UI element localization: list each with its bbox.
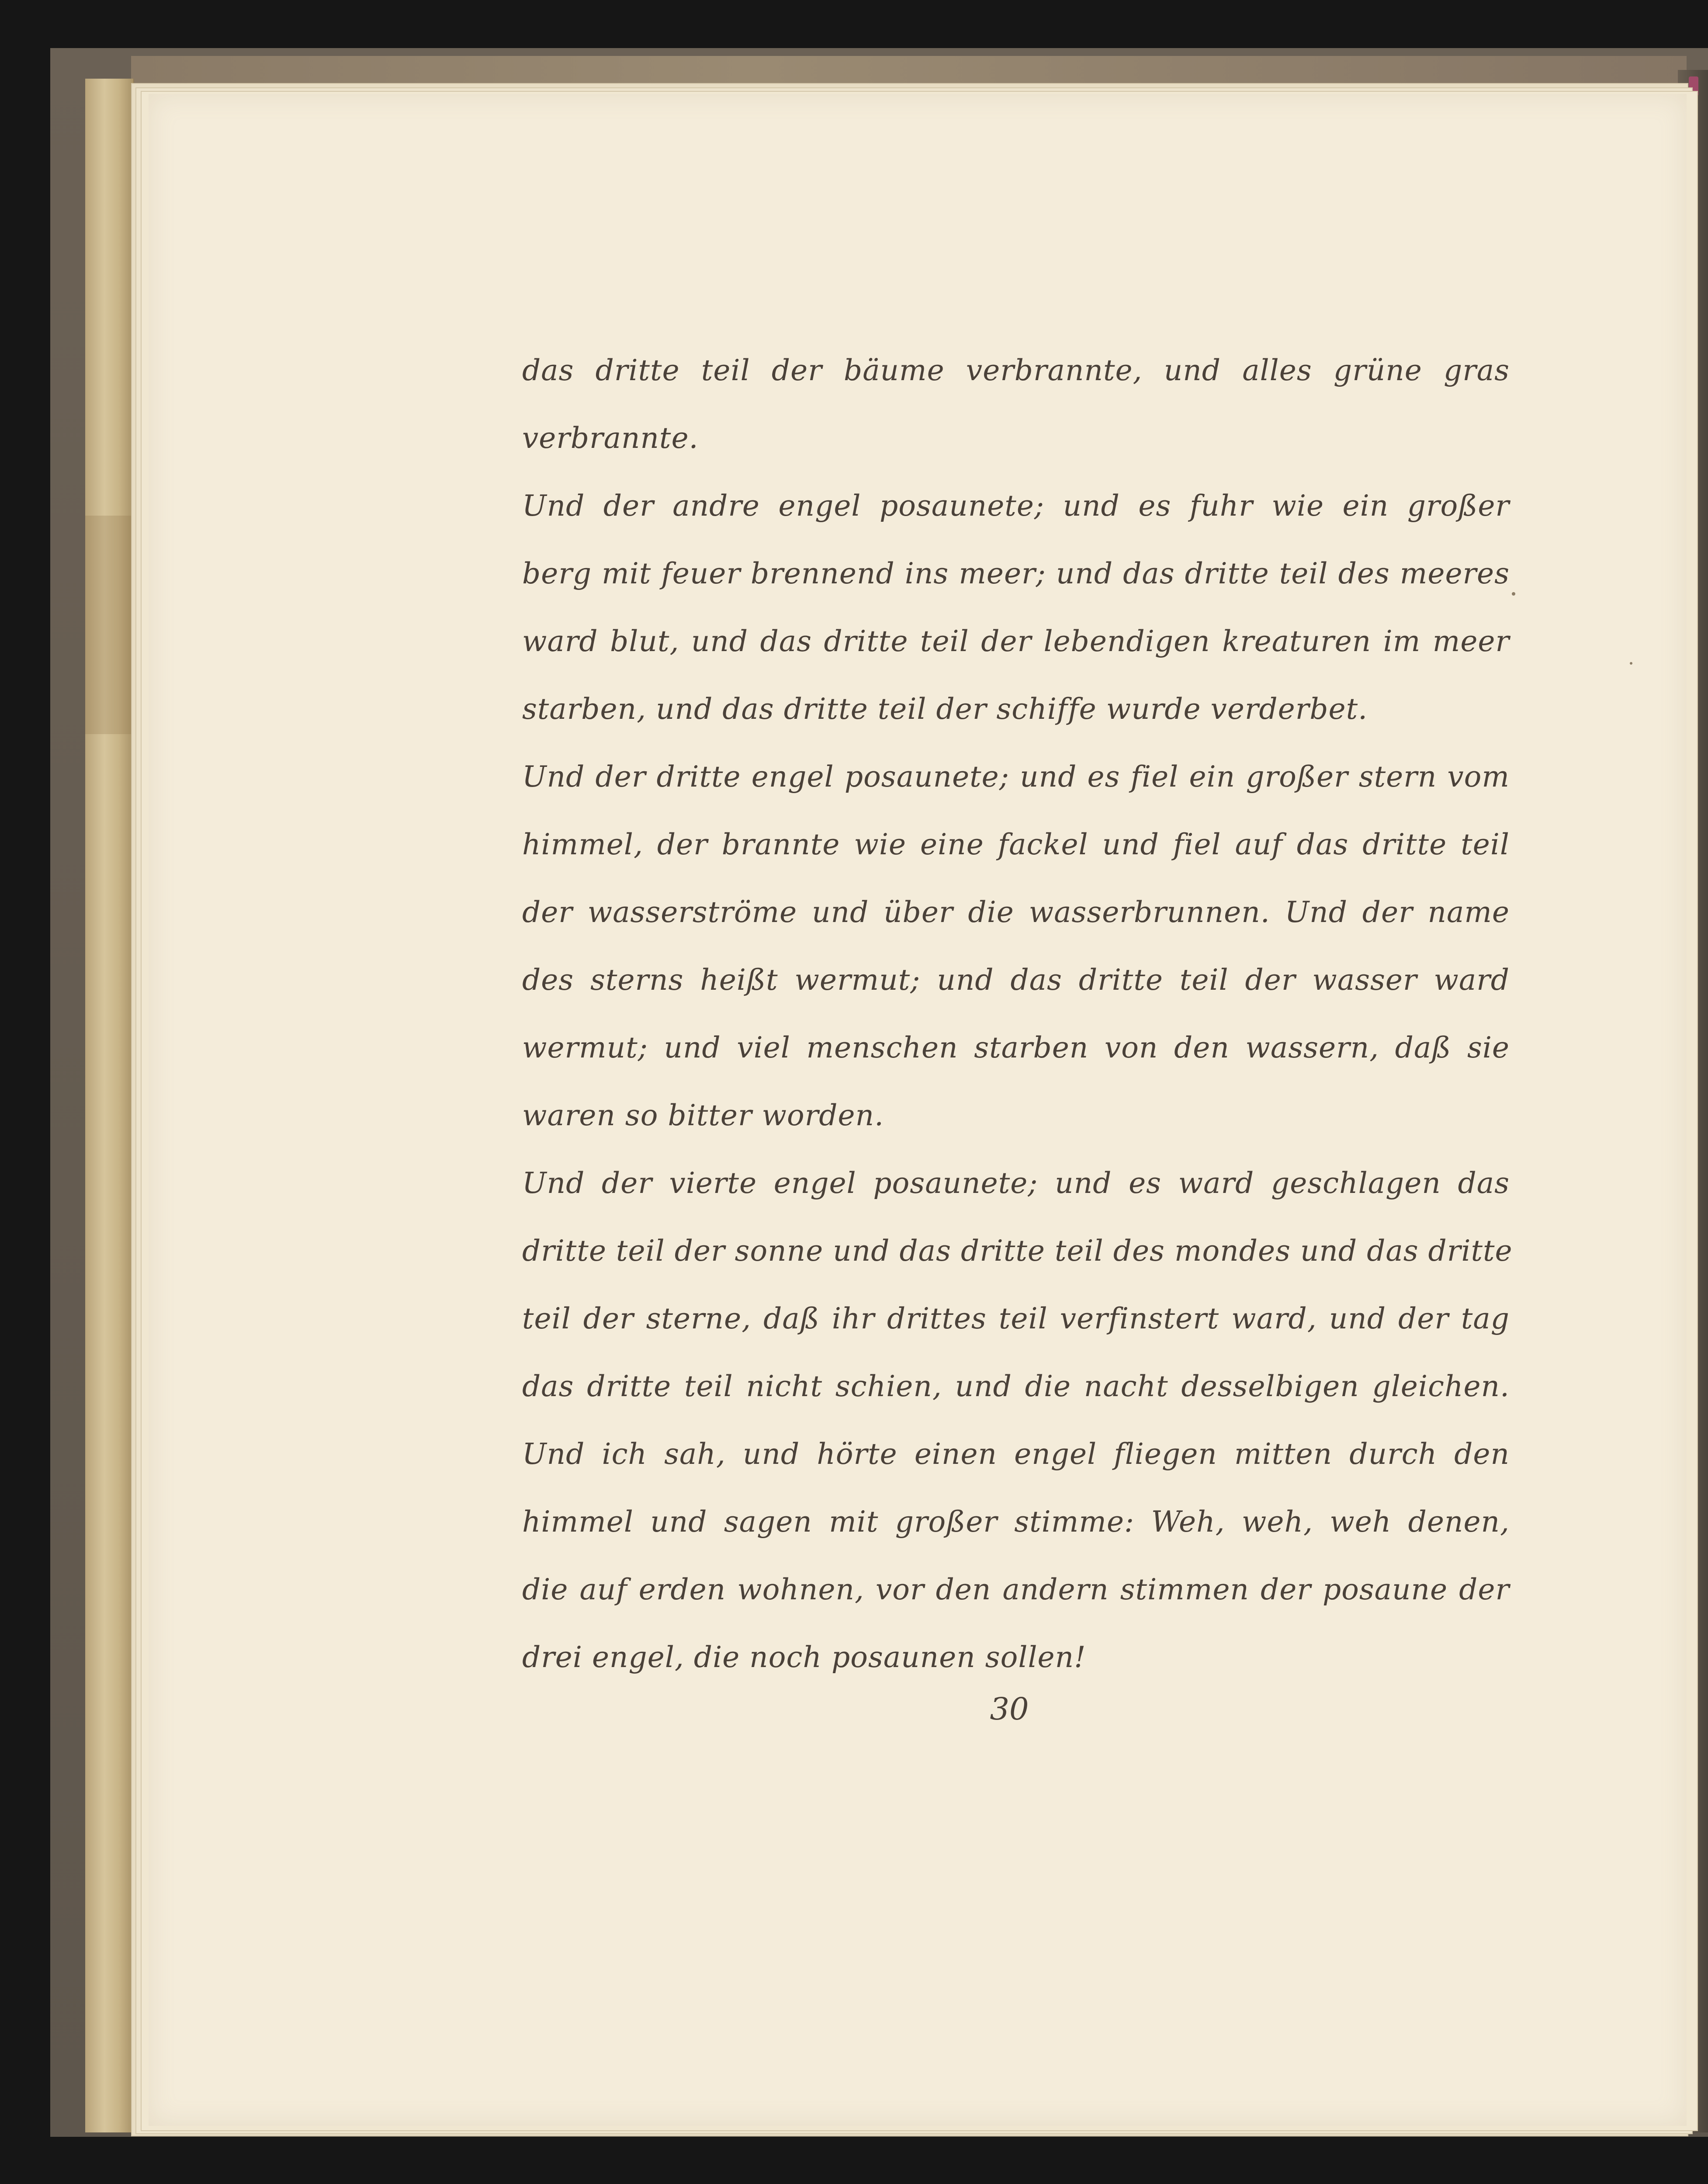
text-line: himmel, der brannte wie eine fackel und fiel auf das dritte teil — [522, 828, 1510, 861]
paper-speck — [1512, 592, 1515, 596]
text-line: verbrannte. — [522, 421, 699, 455]
text-line: berg mit feuer brennend ins meer; und das dritte teil des meeres — [522, 557, 1510, 590]
text-line: Und ich sah, und hörte einen engel fliegen mitten durch den — [522, 1437, 1510, 1471]
text-line: die auf erden wohnen, vor den andern stimmen der posaune der — [522, 1573, 1510, 1606]
text-line: wermut; und viel menschen starben von den wassern, daß sie — [522, 1031, 1510, 1064]
paper-speck — [1630, 662, 1632, 665]
text-line: drei engel, die noch posaunen sollen! — [522, 1640, 1086, 1674]
text-line: himmel und sagen mit großer stimme: Weh, weh, weh denen, — [522, 1505, 1510, 1539]
vellum-spine — [85, 79, 134, 2132]
text-line: starben, und das dritte teil der schiffe wurde verderbet. — [522, 692, 1368, 726]
text-line: das dritte teil der bäume verbrannte, und alles grüne gras — [522, 354, 1510, 387]
text-line: waren so bitter worden. — [522, 1099, 884, 1132]
text-line: Und der dritte engel posaunete; und es fiel ein großer stern vom — [522, 760, 1510, 794]
text-line: ward blut, und das dritte teil der lebendigen kreaturen im meer — [522, 624, 1510, 658]
text-line: des sterns heißt wermut; und das dritte teil der wasser ward — [522, 963, 1510, 997]
spine-stain — [85, 516, 133, 734]
text-line: das dritte teil nicht schien, und die nacht desselbigen gleichen. — [522, 1369, 1510, 1403]
text-line: Und der vierte engel posaunete; und es ward geschlagen das — [522, 1166, 1510, 1200]
text-line: dritte teil der sonne und das dritte teil des mondes und das dritte — [522, 1234, 1513, 1268]
text-line: der wasserströme und über die wasserbrunnen. Und der name — [522, 895, 1510, 929]
body-text — [522, 336, 1513, 1691]
text-line: teil der sterne, daß ihr drittes teil verfinstert ward, und der tag — [522, 1302, 1510, 1335]
text-line: Und der andre engel posaunete; und es fuhr wie ein großer — [522, 489, 1510, 523]
page-number: 30 — [990, 1691, 1029, 1727]
